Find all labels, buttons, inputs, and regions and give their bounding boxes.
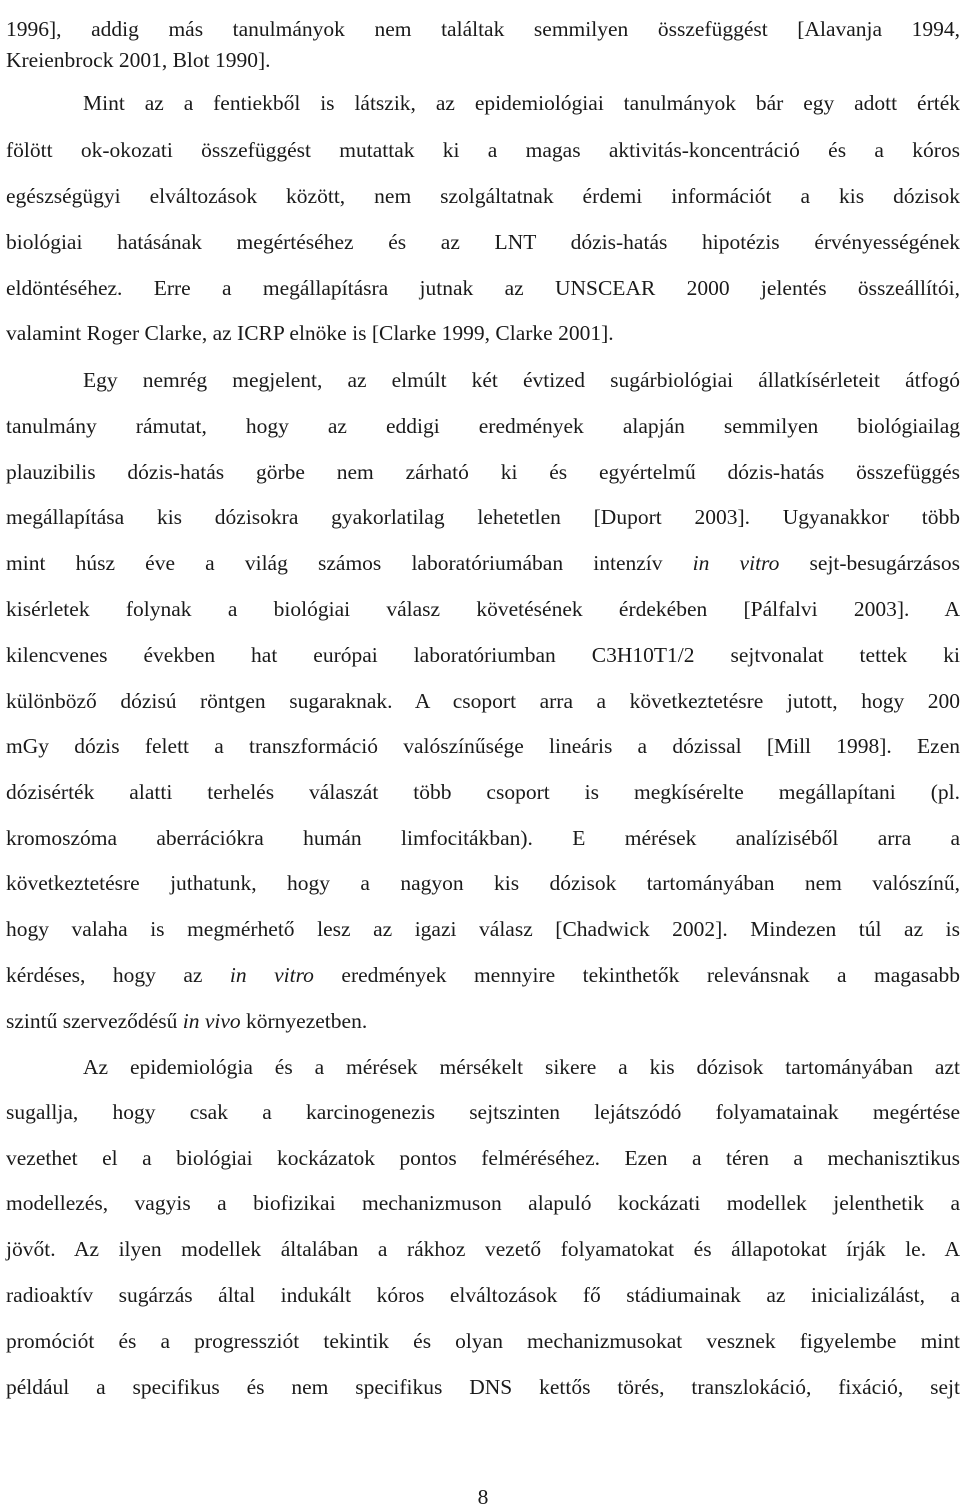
text-line — [6, 1097, 960, 1127]
text-run: 1996], addig más tanulmányok nem találtak semmilyen összefüggést [Alavanja 1994, — [6, 17, 960, 41]
text-line — [6, 914, 960, 944]
text-run: Mint az a fentiekből is látszik, az epidemiológiai tanulmányok bár egy adott érték — [83, 91, 960, 115]
text-line — [6, 1372, 960, 1402]
text-line — [6, 1143, 960, 1173]
text-run: különböző dózisú röntgen sugaraknak. A csoport arra a következtetésre jutott, hogy 200 — [6, 689, 960, 713]
text-run: következtetésre juthatunk, hogy a nagyon kis dózisok tartományában nem valószínű, — [6, 871, 960, 895]
text-line — [6, 318, 960, 348]
text-line — [6, 823, 960, 853]
document-page — [6, 0, 960, 1508]
text-run: dózisérték alatti terhelés válaszát több csoport is megkísérelte megállapítani (pl. — [6, 780, 960, 804]
text-run: modellezés, vagyis a biofizikai mechanizmuson alapuló kockázati modellek jelenthetik a — [6, 1191, 960, 1215]
text-run: Kreienbrock 2001, Blot 1990]. — [6, 48, 271, 72]
italic-text: in vivo — [182, 1009, 241, 1033]
page-number: 8 — [477, 1485, 489, 1509]
text-run: mint húsz éve a világ számos laboratóriumában intenzív — [6, 551, 693, 575]
text-line — [6, 227, 960, 257]
text-line — [6, 594, 960, 624]
text-run: plauzibilis dózis-hatás görbe nem zárható ki és egyértelmű dózis-hatás összefüggés — [6, 460, 960, 484]
text-line — [6, 14, 960, 44]
text-line — [6, 731, 960, 761]
text-line — [6, 686, 960, 716]
text-line — [83, 365, 960, 395]
text-run: vezethet el a biológiai kockázatok pontos felméréséhez. Ezen a téren a mechanisztikus — [6, 1146, 960, 1170]
text-run: Egy nemrég megjelent, az elmúlt két évtized sugárbiológiai állatkísérleteit átfogó — [83, 368, 960, 392]
text-run: kérdéses, hogy az — [6, 963, 230, 987]
text-line — [6, 411, 960, 441]
italic-text: in vitro — [229, 963, 314, 987]
text-line — [83, 1052, 960, 1082]
text-run: kisérletek folynak a biológiai válasz követésének érdekében [Pálfalvi 2003]. A — [6, 597, 960, 621]
text-line — [6, 181, 960, 211]
text-run: egészségügyi elváltozások között, nem szolgáltatnak érdemi információt a kis dózisok — [6, 184, 960, 208]
text-line — [6, 868, 960, 898]
text-run: környezetben. — [240, 1009, 368, 1033]
text-line — [6, 273, 960, 303]
text-line — [6, 548, 960, 578]
text-line — [6, 502, 960, 532]
text-line — [6, 640, 960, 670]
text-run: tanulmány rámutat, hogy az eddigi eredmények alapján semmilyen biológiailag — [6, 414, 960, 438]
text-line — [6, 457, 960, 487]
text-run: radioaktív sugárzás által indukált kóros elváltozások fő stádiumainak az inicializálást, a — [6, 1283, 960, 1307]
text-line — [6, 1326, 960, 1356]
text-run: például a specifikus és nem specifikus DNS kettős törés, transzlokáció, fixáció, sejt — [6, 1375, 960, 1399]
text-line — [6, 1234, 960, 1264]
text-line — [6, 45, 960, 75]
text-run: kromoszóma aberrációkra humán limfocitákban). E mérések analíziséből arra a — [6, 826, 960, 850]
text-run: jövőt. Az ilyen modellek általában a rákhoz vezető folyamatokat és állapotokat írják le. A — [6, 1237, 960, 1261]
text-run: valamint Roger Clarke, az ICRP elnöke is [Clarke 1999, Clarke 2001]. — [6, 321, 614, 345]
text-run: mGy dózis felett a transzformáció valószínűsége lineáris a dózissal [Mill 1998]. Ezen — [6, 734, 960, 758]
text-run: biológiai hatásának megértéséhez és az LNT dózis-hatás hipotézis érvényességének — [6, 230, 960, 254]
text-run: szintű szerveződésű — [6, 1009, 183, 1033]
italic-text: in vitro — [692, 551, 780, 575]
text-line — [6, 1280, 960, 1310]
text-run: Az epidemiológia és a mérések mérsékelt sikere a kis dózisok tartományában azt — [83, 1055, 960, 1079]
text-run: eredmények mennyire tekinthetők relevánsnak a magasabb — [313, 963, 960, 987]
text-run: megállapítása kis dózisokra gyakorlatilag lehetetlen [Duport 2003]. Ugyanakkor több — [6, 505, 960, 529]
text-run: sugallja, hogy csak a karcinogenezis sejtszinten lejátszódó folyamatainak megértése — [6, 1100, 960, 1124]
text-line — [6, 135, 960, 165]
text-run: fölött ok-okozati összefüggést mutattak ki a magas aktivitás-koncentráció és a kóros — [6, 138, 960, 162]
text-line — [83, 88, 960, 118]
text-line — [6, 960, 960, 990]
text-run: promóciót és a progressziót tekintik és olyan mechanizmusokat vesznek figyelembe mint — [6, 1329, 960, 1353]
text-line — [6, 1188, 960, 1218]
text-line — [6, 777, 960, 807]
text-run: kilencvenes években hat európai laboratóriumban C3H10T1/2 sejtvonalat tettek ki — [6, 643, 960, 667]
text-run: hogy valaha is megmérhető lesz az igazi válasz [Chadwick 2002]. Mindezen túl az is — [6, 917, 960, 941]
text-run: eldöntéséhez. Erre a megállapításra jutnak az UNSCEAR 2000 jelentés összeállítói, — [6, 276, 960, 300]
text-run: sejt-besugárzásos — [779, 551, 960, 575]
text-line — [6, 1006, 960, 1036]
